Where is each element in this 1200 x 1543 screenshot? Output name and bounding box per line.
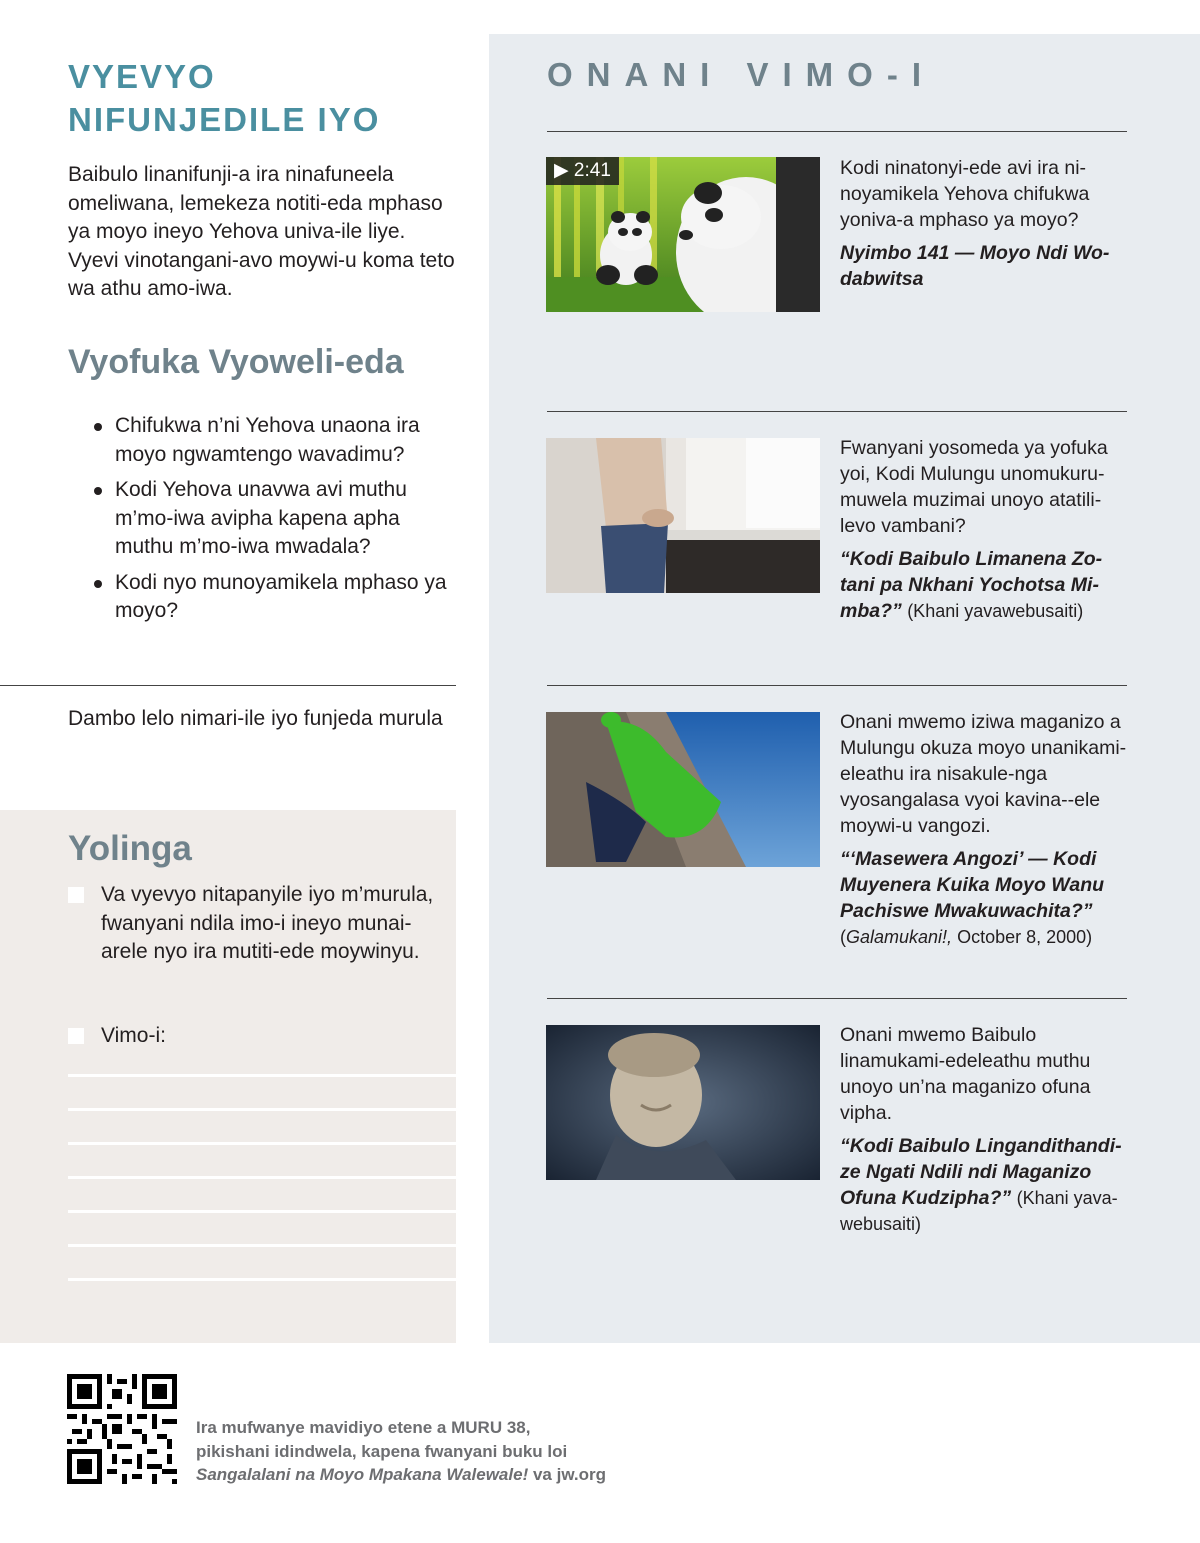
pregnant-woman-photo[interactable] <box>546 438 820 593</box>
reference-source: (Khani yava-webusaiti) <box>840 1188 1118 1234</box>
write-in-line[interactable] <box>68 1074 456 1077</box>
sad-man-statue-illustration[interactable] <box>546 1025 820 1180</box>
divider <box>547 685 1127 686</box>
divider <box>547 411 1127 412</box>
divider <box>547 998 1127 999</box>
card-description: Onani mwemo Baibulo linamukami-edeleathu muthu unoyo un’na maganizo ofuna vipha. <box>840 1024 1091 1124</box>
reference-source: (Khani yavawebusaiti) <box>907 601 1084 621</box>
pregnant-woman-image <box>546 438 820 593</box>
write-in-line[interactable] <box>68 1176 456 1179</box>
sad-man-image <box>546 1025 820 1180</box>
goal-title: Yolinga <box>68 829 192 868</box>
issue-date: October 8, 2000) <box>957 927 1093 947</box>
summary-title-line2: NIFUNJEDILE IYO <box>68 101 381 138</box>
duration-text: 2:41 <box>573 160 611 181</box>
review-question: Kodi nyo munoyamikela mphaso ya moyo? <box>92 569 457 626</box>
explore-title: ONANI VIMO-I <box>547 56 935 93</box>
write-in-line[interactable] <box>68 1210 456 1213</box>
divider <box>0 685 456 686</box>
card-description: Kodi ninatonyi-ede avi ira ni-noyamikela Yehova chifukwa yoniva-a mphaso ya moyo? <box>840 157 1090 231</box>
summary-section <box>68 55 458 304</box>
goal-item-other <box>68 1022 438 1051</box>
write-in-line[interactable] <box>68 1142 456 1145</box>
write-in-line[interactable] <box>68 1108 456 1111</box>
checkbox[interactable] <box>68 1028 84 1044</box>
summary-title-line1: VYEVYO <box>68 58 216 95</box>
magazine-title: Galamukani!, <box>846 927 953 947</box>
review-question: Chifukwa n’ni Yehova unaona ira moyo ngwamtengo wavadimu? <box>92 412 457 469</box>
footer-line: pikishani idindwela, kapena fwanyani buku loi <box>196 1441 568 1461</box>
card-reference[interactable] <box>840 240 1130 292</box>
reference-title: “Kodi Baibulo Limanena Zo-tani pa Nkhani Yochotsa Mi-mba?” <box>840 548 1103 622</box>
qr-code-icon <box>67 1374 177 1484</box>
reference-title: Nyimbo 141 — Moyo Ndi Wo-dabwitsa <box>840 242 1110 290</box>
goal-item-text: Vimo-i: <box>101 1024 166 1047</box>
summary-body: Baibulo linanifunji-a ira ninafuneela omeliwana, lemekeza notiti-eda mphaso ya moyo ineyo Yehova univa-ile liye. Vyevi vinotangani-avo moywi-u koma teto wa athu amo-iwa. <box>68 163 455 300</box>
footer-line <box>196 1463 716 1487</box>
website-link[interactable]: va jw.org <box>528 1465 607 1484</box>
review-question: Kodi Yehova unavwa avi muthu m’mo-iwa avipha kapena apha muthu m’mo-iwa mwadala? <box>92 476 457 562</box>
write-in-line[interactable] <box>68 1278 456 1281</box>
card-text <box>840 435 1130 624</box>
reference-title: “‘Masewera Angozi’ — Kodi Muyenera Kuika Moyo Wanu Pachiswe Mwakuwachita?” <box>840 848 1105 922</box>
footer-line: Ira mufwanye mavidiyo etene a MURU 38, <box>196 1418 531 1437</box>
footer-text <box>196 1416 716 1487</box>
pandas-video-thumbnail[interactable] <box>546 157 820 312</box>
card-description: Onani mwemo iziwa maganizo a Mulungu okuza moyo unanikami-eleathu ira nisakule-nga vyosangalasa vyoi kavina--ele moywi-u vangozi. <box>840 711 1127 837</box>
divider <box>547 131 1127 132</box>
summary-title <box>68 55 458 141</box>
card-text <box>840 709 1130 950</box>
video-duration-badge <box>546 157 619 185</box>
checkbox[interactable] <box>68 887 84 903</box>
card-reference[interactable] <box>840 546 1130 624</box>
card-reference[interactable] <box>840 1133 1130 1237</box>
goal-item-text: Va vyevyo nitapanyile iyo m’murula, fwanyani ndila imo-i ineyo munai-arele nyo ira mutiti-ede moywinyu. <box>101 883 434 963</box>
reference-source <box>840 927 1092 947</box>
card-text <box>840 1022 1130 1237</box>
card-description: Fwanyani yosomeda ya yofuka yoi, Kodi Mulungu unomukuru-muwela muzimai unoyo atatili-levo vambani? <box>840 437 1108 537</box>
book-title: Sangalalani na Moyo Mpakana Walewale! <box>196 1465 529 1484</box>
card-reference[interactable] <box>840 846 1130 950</box>
qr-code[interactable] <box>67 1374 177 1484</box>
play-icon: ▶ <box>554 160 569 181</box>
rock-climber-photo[interactable] <box>546 712 820 867</box>
card-text <box>840 155 1130 292</box>
review-title: Vyofuka Vyoweli-eda <box>68 343 404 381</box>
write-in-line[interactable] <box>68 1244 456 1247</box>
reference-title: “Kodi Baibulo Lingandithandi-ze Ngati Ndili ndi Maganizo Ofuna Kudzipha?” <box>840 1135 1122 1209</box>
paren: ( <box>840 927 846 947</box>
learned-today-prompt: Dambo lelo nimari-ile iyo funjeda murula <box>68 707 443 730</box>
review-question-list <box>92 412 457 633</box>
goal-item <box>68 881 438 967</box>
rock-climber-image <box>546 712 820 867</box>
